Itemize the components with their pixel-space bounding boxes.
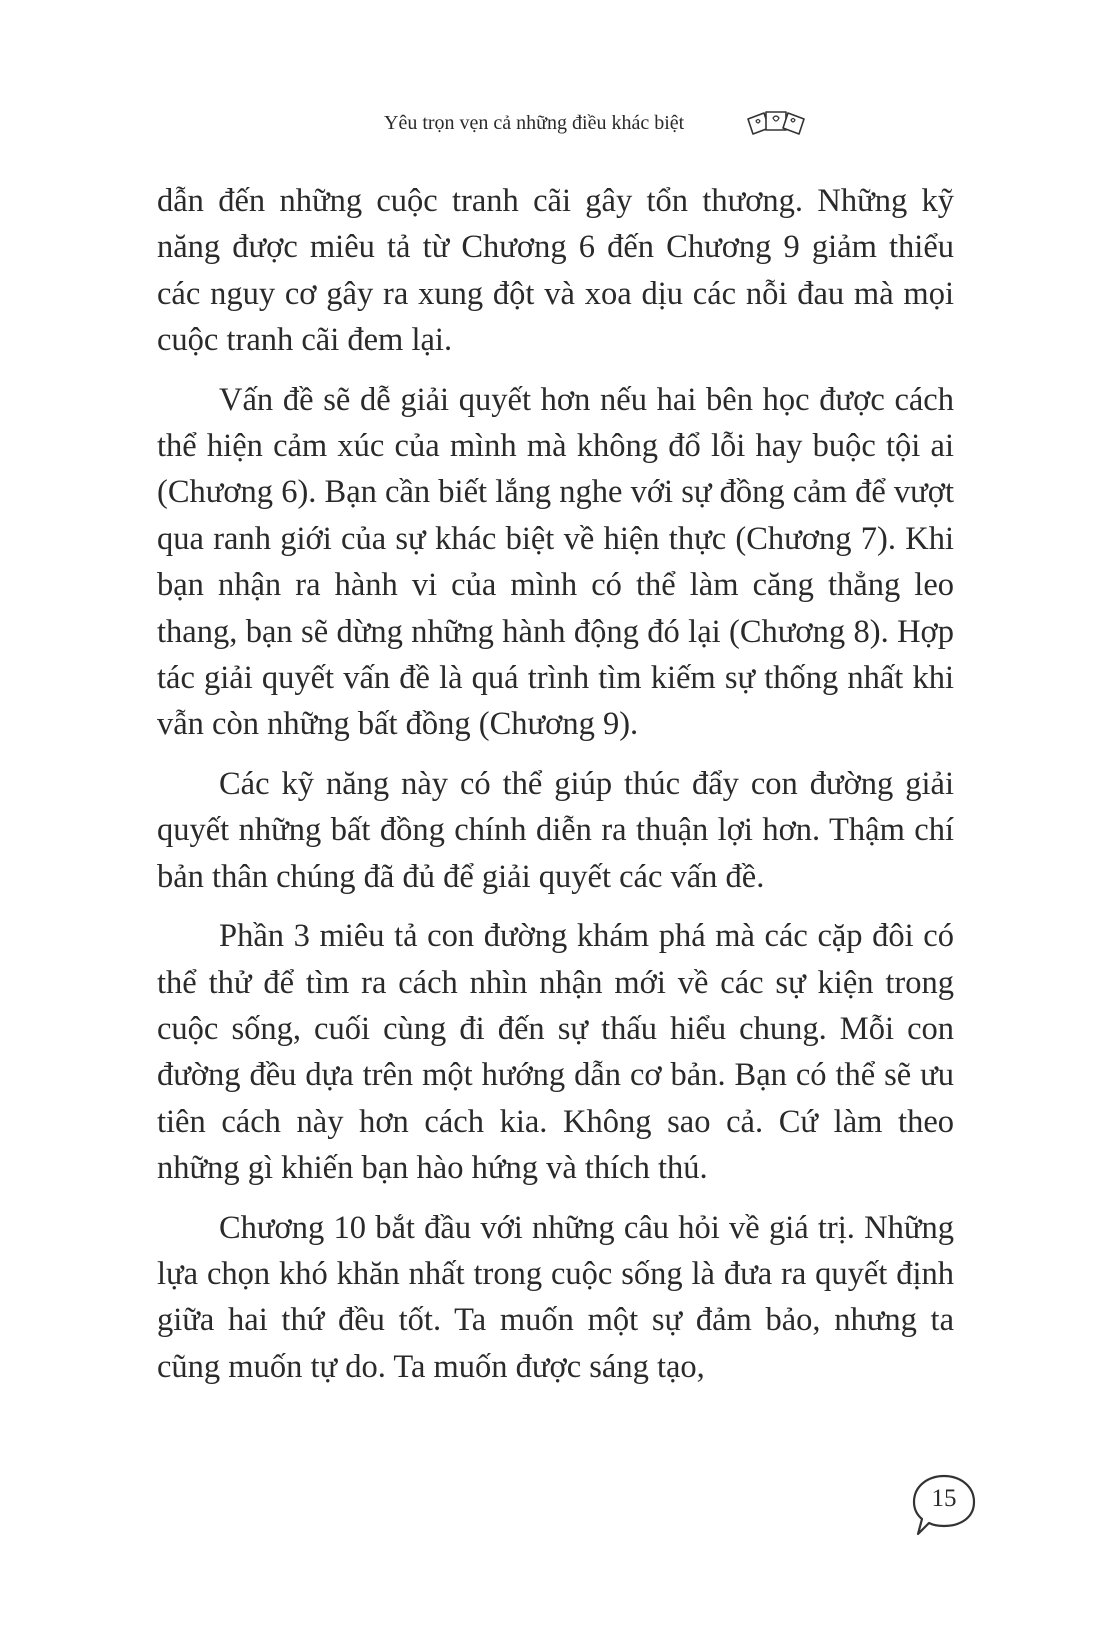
paragraph-2: Vấn đề sẽ dễ giải quyết hơn nếu hai bên học được cách thể hiện cảm xúc của mình mà không đổ lỗi hay buộc tội ai (Chương 6). Bạn cần biết lắng nghe với sự đồng cảm để vượt qua ranh giới của sự khác biệt về hiện thực (Chương 7). Khi bạn nhận ra hành vi của mình có thể làm căng thẳng leo thang, bạn sẽ dừng những hành động đó lại (Chương 8). Hợp tác giải quyết vấn đề là quá trình tìm kiếm sự thống nhất khi vẫn còn những bất đồng (Chương 9). [157, 381, 954, 743]
paragraph-1: dẫn đến những cuộc tranh cãi gây tổn thương. Những kỹ năng được miêu tả từ Chương 6 đến Chương 9 giảm thiểu các nguy cơ gây ra xung đột và xoa dịu các nỗi đau mà mọi cuộc tranh cãi đem lại. [157, 183, 954, 359]
paragraph-4: Phần 3 miêu tả con đường khám phá mà các cặp đôi có thể thử để tìm ra cách nhìn nhận mới về các sự kiện trong cuộc sống, cuối cùng đi đến sự thấu hiểu chung. Mỗi con đường đều dựa trên một hướng dẫn cơ bản. Bạn có thể sẽ ưu tiên cách này hơn cách kia. Không sao cả. Cứ làm theo những gì khiến bạn hào hứng và thích thú. [157, 918, 954, 1187]
body-text [157, 178, 954, 1403]
running-head [0, 108, 1119, 148]
running-title: Yêu trọn vẹn cả những điều khác biệt [384, 112, 685, 134]
paragraph-3: Các kỹ năng này có thể giúp thúc đẩy con đường giải quyết những bất đồng chính diễn ra thuận lợi hơn. Thậm chí bản thân chúng đã đủ để giải quyết các vấn đề. [157, 765, 954, 895]
page-number: 15 [931, 1485, 957, 1512]
paragraph-5: Chương 10 bắt đầu với những câu hỏi về giá trị. Những lựa chọn khó khăn nhất trong cuộc sống là đưa ra quyết định giữa hai thứ đều tốt. Ta muốn một sự đảm bảo, nhưng ta cũng muốn tự do. Ta muốn được sáng tạo, [157, 1209, 954, 1385]
playing-cards-icon [745, 108, 807, 138]
